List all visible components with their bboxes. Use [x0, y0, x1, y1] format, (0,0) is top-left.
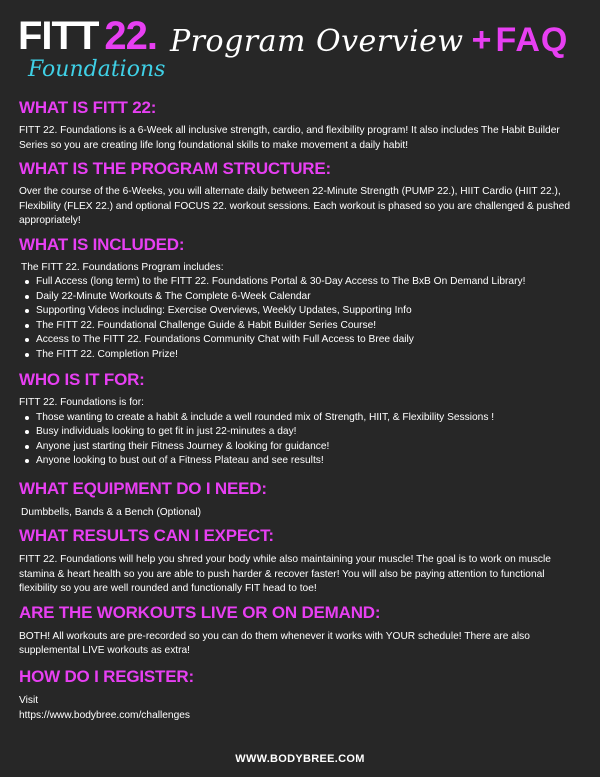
section-included — [0, 235, 600, 363]
register-visit-text: Visit — [19, 694, 39, 706]
section-text: Over the course of the 6-Weeks, you will alternate daily between 22-Minute Strength (PUMP 22.), HIIT Cardio (HIIT 22.), Flexibility (FLEX 22.) and optional FOCUS 22. workout sessions. Each workout is phased so you are challenged & pushed appropriately! — [19, 186, 570, 226]
section-heading: WHAT RESULTS CAN I EXPECT: — [19, 526, 274, 545]
footer-website[interactable]: WWW.BODYBREE.COM — [235, 753, 365, 765]
list-item: The FITT 22. Completion Prize! — [36, 348, 600, 363]
list-item: Full Access (long term) to the FITT 22. Foundations Portal & 30-Day Access to The BxB On Demand Library! — [36, 275, 600, 290]
list-item: Access to The FITT 22. Foundations Community Chat with Full Access to Bree daily — [36, 333, 600, 348]
bullet-list — [0, 275, 600, 362]
section-text: FITT 22. Foundations will help you shred your body while also maintaining your muscle! The goal is to work on muscle stamina & heart health so you are able to push harder & recover faster! You will also be paying attention to functional flexibility so you are well rounded and functionally FIT head to toe! — [19, 554, 551, 594]
logo-subtitle: Foundations — [28, 57, 166, 82]
section-heading: WHO IS IT FOR: — [19, 370, 145, 389]
section-text: BOTH! All workouts are pre-recorded so you can do them whenever it works with YOUR schedule! There are also supplemental LIVE workouts as extra! — [19, 630, 530, 656]
section-program-structure — [0, 159, 600, 229]
bullet-list — [0, 411, 600, 469]
section-what-is — [0, 98, 600, 153]
page-title-script: Program Overview — [170, 24, 464, 59]
section-heading: WHAT IS THE PROGRAM STRUCTURE: — [19, 159, 331, 178]
list-item: Daily 22-Minute Workouts & The Complete 6-Week Calendar — [36, 290, 600, 305]
section-text: FITT 22. Foundations is a 6-Week all inclusive strength, cardio, and flexibility program! It also includes The Habit Builder Series so you are creating life long foundational skills to make movement a daily habit! — [19, 125, 560, 151]
register-link[interactable]: https://www.bodybree.com/challenges — [19, 710, 191, 721]
section-heading: ARE THE WORKOUTS LIVE OR ON DEMAND: — [19, 602, 381, 622]
logo-fitt-text: FITT — [18, 14, 99, 58]
section-live-or-on-demand — [0, 603, 600, 659]
section-register — [0, 667, 600, 724]
list-item: Anyone looking to bust out of a Fitness Plateau and see results! — [36, 454, 600, 469]
section-heading: WHAT IS INCLUDED: — [19, 234, 185, 254]
section-intro: The FITT 22. Foundations Program includes: — [21, 261, 224, 273]
logo-wordmark — [18, 14, 157, 58]
section-heading: WHAT IS FITT 22: — [19, 98, 157, 117]
logo — [18, 14, 168, 86]
list-item: Supporting Videos including: Exercise Overviews, Weekly Updates, Supporting Info — [36, 304, 600, 319]
list-item: The FITT 22. Foundational Challenge Guide & Habit Builder Series Course! — [36, 319, 600, 334]
page-title — [170, 12, 568, 72]
section-who-is-it-for — [0, 370, 600, 469]
section-equipment — [0, 479, 600, 521]
page-title-plus: + — [471, 21, 492, 59]
section-heading: HOW DO I REGISTER: — [19, 666, 194, 686]
section-text: Dumbbells, Bands & a Bench (Optional) — [21, 506, 202, 518]
list-item: Busy individuals looking to get fit in just 22-minutes a day! — [36, 425, 600, 440]
section-intro: FITT 22. Foundations is for: — [19, 397, 144, 408]
list-item: Anyone just starting their Fitness Journey & looking for guidance! — [36, 440, 600, 455]
faq-content — [0, 96, 600, 724]
section-heading: WHAT EQUIPMENT DO I NEED: — [19, 478, 267, 498]
page-title-faq: FAQ — [495, 21, 569, 59]
list-item: Those wanting to create a habit & include a well rounded mix of Strength, HIIT, & Flexibility Sessions ! — [36, 411, 600, 426]
logo-number-text: 22. — [104, 14, 158, 58]
section-results — [0, 526, 600, 597]
